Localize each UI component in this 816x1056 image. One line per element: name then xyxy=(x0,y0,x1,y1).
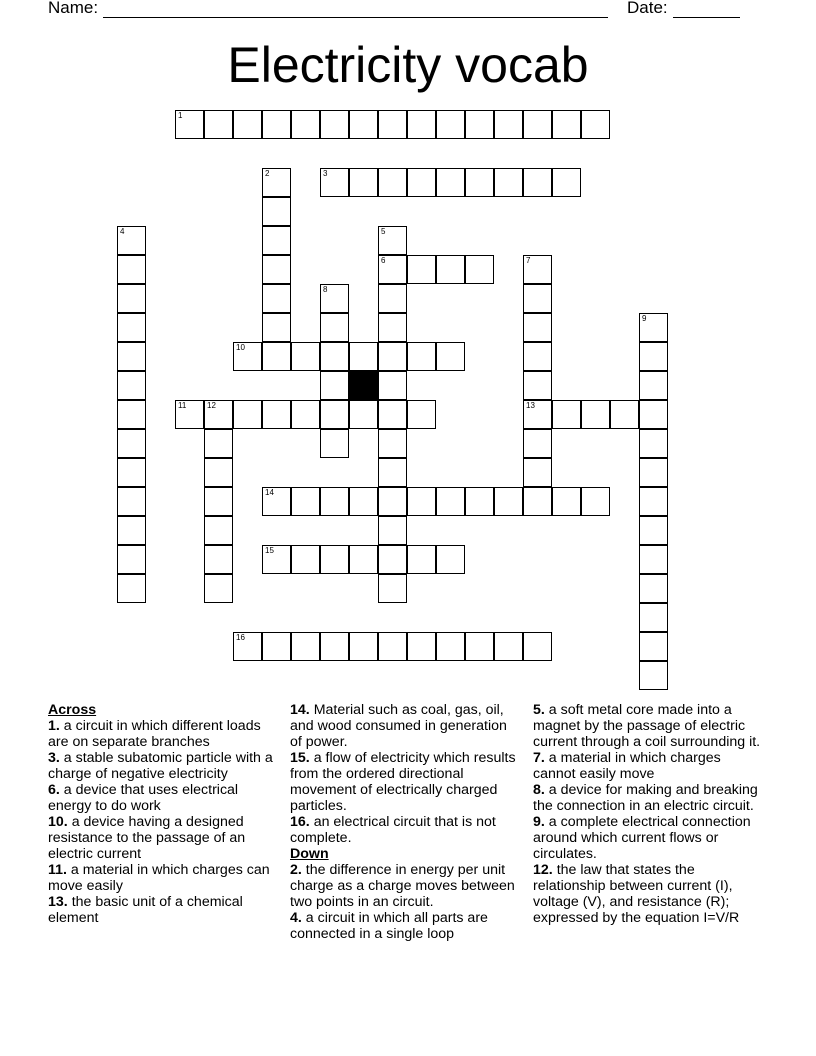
crossword-cell[interactable] xyxy=(639,574,668,603)
crossword-cell[interactable] xyxy=(320,632,349,661)
clue-number: 2 xyxy=(265,169,270,178)
crossword-cell[interactable] xyxy=(378,400,407,429)
crossword-cell[interactable] xyxy=(320,545,349,574)
crossword-cell[interactable] xyxy=(291,545,320,574)
crossword-cell[interactable] xyxy=(639,429,668,458)
crossword-cell[interactable] xyxy=(117,313,146,342)
crossword-cell[interactable] xyxy=(436,545,465,574)
clue-down-8: 8. a device for making and breaking the connection in an electric circuit. xyxy=(533,782,758,814)
clue-down-12: 12. the law that states the relationship between current (I), voltage (V), and resistance (R); expressed by the equation I=V/R xyxy=(533,862,740,926)
clue-down-2: 2. the difference in energy per unit charge as a charge moves between two points in an circuit. xyxy=(290,862,515,910)
crossword-cell[interactable] xyxy=(465,487,494,516)
crossword-cell[interactable] xyxy=(262,313,291,342)
crossword-cell[interactable] xyxy=(639,632,668,661)
crossword-cell[interactable] xyxy=(262,168,291,197)
crossword-cell[interactable] xyxy=(349,487,378,516)
crossword-cell[interactable] xyxy=(175,400,204,429)
crossword-cell[interactable] xyxy=(639,487,668,516)
crossword-cell[interactable] xyxy=(581,400,610,429)
clue-number: 4 xyxy=(120,227,125,236)
crossword-cell[interactable] xyxy=(349,110,378,139)
crossword-cell[interactable] xyxy=(204,574,233,603)
crossword-cell[interactable] xyxy=(639,342,668,371)
crossword-cell[interactable] xyxy=(523,429,552,458)
crossword-cell[interactable] xyxy=(320,284,349,313)
crossword-cell[interactable] xyxy=(494,110,523,139)
clue-number: 6 xyxy=(381,256,386,265)
crossword-black-cell xyxy=(349,371,378,400)
crossword-cell[interactable] xyxy=(407,255,436,284)
crossword-cell[interactable] xyxy=(204,487,233,516)
crossword-cell[interactable] xyxy=(436,632,465,661)
clue-across-6: 6. a device that uses electrical energy to do work xyxy=(48,782,239,814)
clue-number: 10 xyxy=(236,343,245,352)
crossword-cell[interactable] xyxy=(349,545,378,574)
clue-down-7: 7. a material in which charges cannot easily move xyxy=(533,750,721,782)
crossword-cell[interactable] xyxy=(262,197,291,226)
crossword-cell[interactable] xyxy=(523,168,552,197)
crossword-cell[interactable] xyxy=(465,110,494,139)
name-label: Name: xyxy=(48,0,99,17)
crossword-cell[interactable] xyxy=(117,429,146,458)
crossword-cell[interactable] xyxy=(378,458,407,487)
crossword-cell[interactable] xyxy=(552,168,581,197)
clue-down-5: 5. a soft metal core made into a magnet by the passage of electric current through a coil surrounding it. xyxy=(533,702,761,750)
crossword-cell[interactable] xyxy=(523,255,552,284)
crossword-cell[interactable] xyxy=(523,458,552,487)
crossword-cell[interactable] xyxy=(465,255,494,284)
crossword-cell[interactable] xyxy=(320,110,349,139)
down-heading: Down xyxy=(290,846,329,862)
crossword-cell[interactable] xyxy=(378,574,407,603)
across-heading: Across xyxy=(48,702,97,718)
clue-number: 12 xyxy=(207,401,216,410)
crossword-cell[interactable] xyxy=(378,226,407,255)
crossword-cell[interactable] xyxy=(407,168,436,197)
crossword-cell[interactable] xyxy=(436,110,465,139)
crossword-cell[interactable] xyxy=(378,255,407,284)
crossword-cell[interactable] xyxy=(320,168,349,197)
crossword-cell[interactable] xyxy=(233,632,262,661)
crossword-cell[interactable] xyxy=(291,110,320,139)
crossword-cell[interactable] xyxy=(262,226,291,255)
clue-across-10: 10. a device having a designed resistance to the passage of an electric current xyxy=(48,814,246,862)
clue-across-15: 15. a flow of electricity which results from the ordered directional movement of electrically charged particles. xyxy=(290,750,516,814)
crossword-cell[interactable] xyxy=(639,313,668,342)
clue-number: 3 xyxy=(323,169,328,178)
crossword-cell[interactable] xyxy=(204,429,233,458)
crossword-cell[interactable] xyxy=(436,342,465,371)
crossword-cell[interactable] xyxy=(204,400,233,429)
crossword-cell[interactable] xyxy=(407,487,436,516)
crossword-cell[interactable] xyxy=(349,632,378,661)
crossword-cell[interactable] xyxy=(523,110,552,139)
crossword-cell[interactable] xyxy=(378,516,407,545)
clue-number: 13 xyxy=(526,401,535,410)
clue-across-13: 13. the basic unit of a chemical element xyxy=(48,894,243,926)
crossword-cell[interactable] xyxy=(523,371,552,400)
crossword-cell[interactable] xyxy=(378,545,407,574)
crossword-cell[interactable] xyxy=(378,429,407,458)
crossword-cell[interactable] xyxy=(320,429,349,458)
clue-column-2 xyxy=(290,702,522,942)
crossword-cell[interactable] xyxy=(262,110,291,139)
crossword-cell[interactable] xyxy=(262,487,291,516)
crossword-cell[interactable] xyxy=(204,516,233,545)
clue-number: 8 xyxy=(323,285,328,294)
clue-column-1 xyxy=(48,702,280,926)
crossword-cell[interactable] xyxy=(465,632,494,661)
clue-down-9: 9. a complete electrical connection around which current flows or circulates. xyxy=(533,814,751,862)
crossword-cell[interactable] xyxy=(523,284,552,313)
clue-across-16: 16. an electrical circuit that is not complete. xyxy=(290,814,496,846)
crossword-cell[interactable] xyxy=(262,400,291,429)
crossword-cell[interactable] xyxy=(494,487,523,516)
crossword-cell[interactable] xyxy=(320,342,349,371)
crossword-cell[interactable] xyxy=(436,168,465,197)
crossword-cell[interactable] xyxy=(639,400,668,429)
crossword-cell[interactable] xyxy=(494,632,523,661)
crossword-cell[interactable] xyxy=(262,632,291,661)
crossword-cell[interactable] xyxy=(639,545,668,574)
crossword-cell[interactable] xyxy=(378,110,407,139)
crossword-cell[interactable] xyxy=(320,313,349,342)
crossword-cell[interactable] xyxy=(262,284,291,313)
crossword-cell[interactable] xyxy=(291,342,320,371)
crossword-cell[interactable] xyxy=(436,487,465,516)
crossword-cell[interactable] xyxy=(291,487,320,516)
clue-number: 7 xyxy=(526,256,531,265)
crossword-cell[interactable] xyxy=(581,487,610,516)
crossword-cell[interactable] xyxy=(639,371,668,400)
crossword-cell[interactable] xyxy=(262,255,291,284)
crossword-cell[interactable] xyxy=(378,487,407,516)
crossword-cell[interactable] xyxy=(378,632,407,661)
date-label: Date: xyxy=(627,0,668,17)
crossword-cell[interactable] xyxy=(378,371,407,400)
crossword-cell[interactable] xyxy=(552,110,581,139)
crossword-cell[interactable] xyxy=(233,110,262,139)
clue-number: 14 xyxy=(265,488,274,497)
crossword-cell[interactable] xyxy=(291,632,320,661)
crossword-cell[interactable] xyxy=(204,110,233,139)
clue-across-3: 3. a stable subatomic particle with a charge of negative electricity xyxy=(48,750,273,782)
crossword-cell[interactable] xyxy=(233,400,262,429)
clue-number: 15 xyxy=(265,546,274,555)
clue-number: 11 xyxy=(178,401,187,410)
crossword-cell[interactable] xyxy=(204,458,233,487)
crossword-cell[interactable] xyxy=(320,400,349,429)
crossword-cell[interactable] xyxy=(523,487,552,516)
crossword-cell[interactable] xyxy=(349,342,378,371)
crossword-cell[interactable] xyxy=(523,313,552,342)
crossword-cell[interactable] xyxy=(320,487,349,516)
crossword-cell[interactable] xyxy=(552,400,581,429)
crossword-cell[interactable] xyxy=(117,371,146,400)
crossword-cell[interactable] xyxy=(378,313,407,342)
crossword-cell[interactable] xyxy=(378,168,407,197)
crossword-cell[interactable] xyxy=(117,516,146,545)
crossword-cell[interactable] xyxy=(523,400,552,429)
clue-across-1: 1. a circuit in which different loads are on separate branches xyxy=(48,718,261,750)
crossword-cell[interactable] xyxy=(117,284,146,313)
crossword-cell[interactable] xyxy=(436,255,465,284)
crossword-cell[interactable] xyxy=(523,342,552,371)
crossword-cell[interactable] xyxy=(523,632,552,661)
clue-number: 1 xyxy=(178,111,183,120)
crossword-cell[interactable] xyxy=(117,226,146,255)
crossword-cell[interactable] xyxy=(610,400,639,429)
crossword-cell[interactable] xyxy=(117,400,146,429)
clue-down-4: 4. a circuit in which all parts are connected in a single loop xyxy=(290,910,488,942)
clue-number: 9 xyxy=(642,314,647,323)
crossword-cell[interactable] xyxy=(639,458,668,487)
clue-across-14: 14. Material such as coal, gas, oil, and wood consumed in generation of power. xyxy=(290,702,507,750)
clue-across-11: 11. a material in which charges can move easily xyxy=(48,862,270,894)
crossword-cell[interactable] xyxy=(117,545,146,574)
crossword-cell[interactable] xyxy=(117,487,146,516)
crossword-cell[interactable] xyxy=(378,342,407,371)
crossword-cell[interactable] xyxy=(407,342,436,371)
crossword-cell[interactable] xyxy=(465,168,494,197)
crossword-cell[interactable] xyxy=(639,661,668,690)
clue-number: 16 xyxy=(236,633,245,642)
crossword-cell[interactable] xyxy=(378,284,407,313)
crossword-cell[interactable] xyxy=(639,603,668,632)
crossword-cell[interactable] xyxy=(407,400,436,429)
crossword-cell[interactable] xyxy=(320,371,349,400)
clue-column-3 xyxy=(533,702,765,926)
crossword-cell[interactable] xyxy=(291,400,320,429)
crossword-cell[interactable] xyxy=(349,400,378,429)
crossword-cell[interactable] xyxy=(494,168,523,197)
crossword-cell[interactable] xyxy=(407,545,436,574)
crossword-cell[interactable] xyxy=(175,110,204,139)
crossword-cell[interactable] xyxy=(117,458,146,487)
crossword-cell[interactable] xyxy=(262,545,291,574)
crossword-cell[interactable] xyxy=(639,516,668,545)
crossword-cell[interactable] xyxy=(349,168,378,197)
crossword-cell[interactable] xyxy=(117,342,146,371)
crossword-cell[interactable] xyxy=(407,632,436,661)
crossword-cell[interactable] xyxy=(552,487,581,516)
crossword-cell[interactable] xyxy=(204,545,233,574)
crossword-cell[interactable] xyxy=(117,574,146,603)
clue-number: 5 xyxy=(381,227,386,236)
crossword-cell[interactable] xyxy=(117,255,146,284)
crossword-cell[interactable] xyxy=(262,342,291,371)
crossword-cell[interactable] xyxy=(233,342,262,371)
crossword-cell[interactable] xyxy=(581,110,610,139)
page-title: Electricity vocab xyxy=(227,37,589,93)
crossword-cell[interactable] xyxy=(407,110,436,139)
